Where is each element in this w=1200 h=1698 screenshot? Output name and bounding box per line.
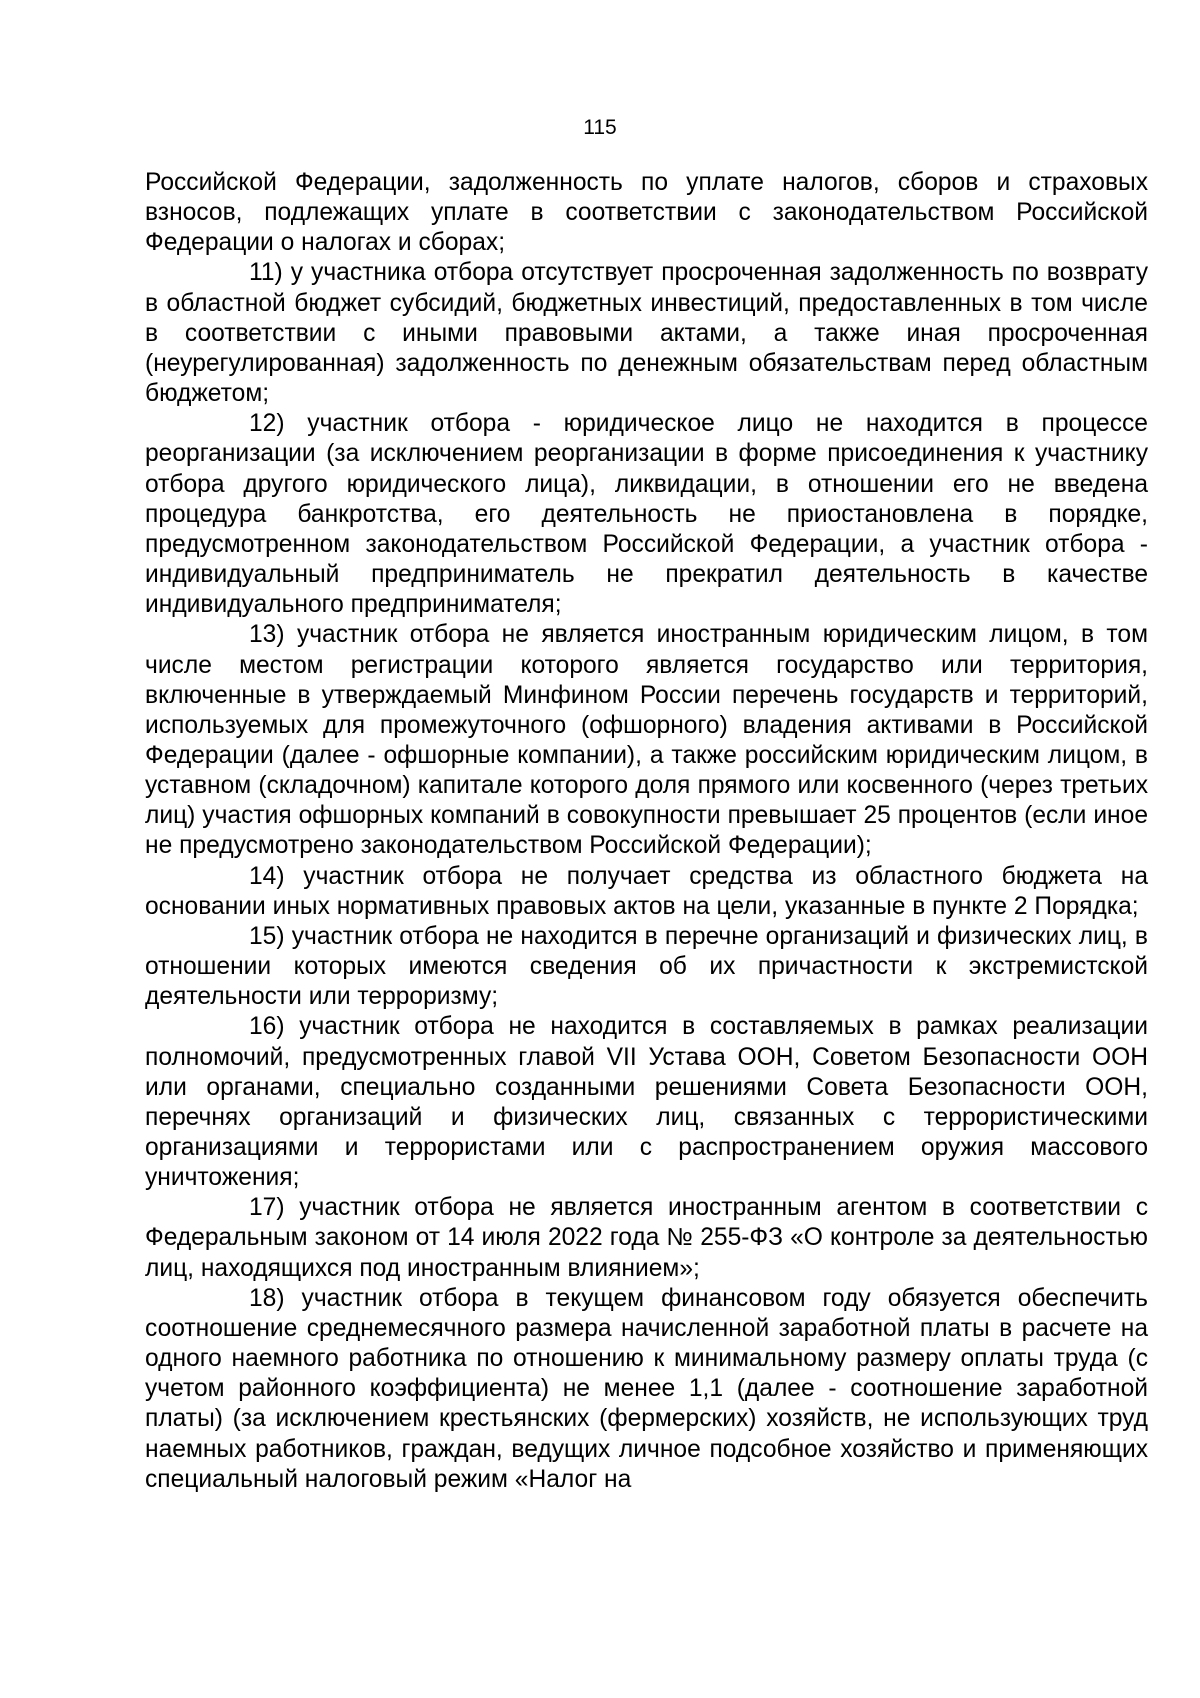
paragraph-continuation: Российской Федерации, задолженность по уплате налогов, сборов и страховых взносов, подлежащих уплате в соответствии с законодательством Российской Федерации о налогах и сборах; — [145, 169, 1148, 257]
paragraph-item-16: 16) участник отбора не находится в составляемых в рамках реализации полномочий, предусмотренных главой VII Устава ООН, Советом Безопасности ООН или органами, специально созданными решениями Совета Безопасности ООН, перечнях организаций и физических лиц, связанных с террористическими организациями и террористами или с распространением оружия массового уничтожения; — [145, 1013, 1148, 1192]
paragraph-item-11: 11) у участника отбора отсутствует просроченная задолженность по возврату в областной бюджет субсидий, бюджетных инвестиций, предоставленных в том числе в соответствии с иными правовыми актами, а также иная просроченная (неурегулированная) задолженность по денежным обязательствам перед областным бюджетом; — [145, 259, 1148, 408]
paragraph-item-15: 15) участник отбора не находится в перечне организаций и физических лиц, в отношении которых имеются сведения об их причастности к экстремистской деятельности или терроризму; — [145, 922, 1148, 1011]
paragraph-item-12: 12) участник отбора - юридическое лицо не находится в процессе реорганизации (за исключением реорганизации в форме присоединения к участнику отбора другого юридического лица), ликвидации, в отношении его не введена процедура банкротства, его деятельность не приостановлена в порядке, предусмотренном законодательством Российской Федерации, а участник отбора - индивидуальный предприниматель не прекратил деятельность в качестве индивидуального предпринимателя; — [145, 410, 1148, 619]
paragraph-item-13: 13) участник отбора не является иностранным юридическим лицом, в том числе местом регистрации которого является государство или территория, включенные в утверждаемый Минфином России перечень государств и территорий, используемых для промежуточного (офшорного) владения активами в Российской Федерации (далее - офшорные компании), а также российским юридическим лицом, в уставном (складочном) капитале которого доля прямого или косвенного (через третьих лиц) участия офшорных компаний в совокупности превышает 25 процентов (если иное не предусмотрено законодательством Российской Федерации); — [145, 621, 1148, 860]
paragraph-item-17: 17) участник отбора не является иностранным агентом в соответствии с Федеральным законом от 14 июля 2022 года № 255-ФЗ «О контроле за деятельностью лиц, находящихся под иностранным влиянием»; — [145, 1194, 1148, 1282]
document-body — [145, 168, 1148, 1495]
paragraph-item-18: 18) участник отбора в текущем финансовом году обязуется обеспечить соотношение среднемесячного размера начисленной заработной платы в расчете на одного наемного работника по отношению к минимальному размеру оплаты труда (с учетом районного коэффициента) не менее 1,1 (далее - соотношение заработной платы) (за исключением крестьянских (фермерских) хозяйств, не использующих труд наемных работников, граждан, ведущих личное подсобное хозяйство и применяющих специальный налоговый режим «Налог на — [145, 1284, 1148, 1493]
page-number: 115 — [583, 116, 617, 139]
paragraph-item-14: 14) участник отбора не получает средства из областного бюджета на основании иных нормативных правовых актов на цели, указанные в пункте 2 Порядка; — [145, 862, 1148, 920]
